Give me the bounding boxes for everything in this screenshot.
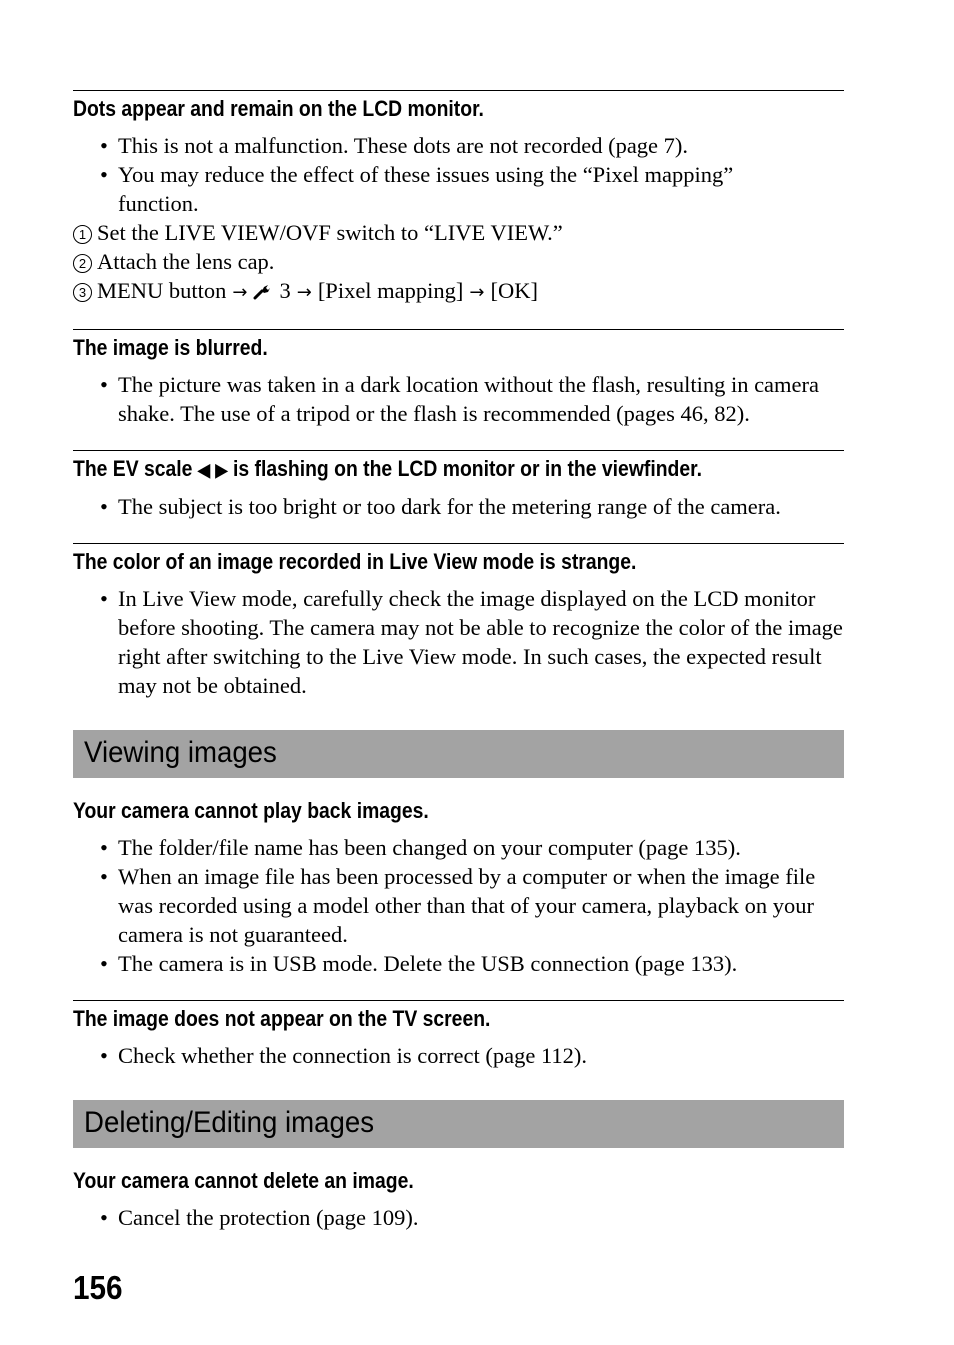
list-dots	[73, 131, 844, 307]
step-3	[73, 276, 844, 307]
step-2	[73, 247, 844, 276]
list-item: • This is not a malfunction. These dots are not recorded (page 7).	[73, 131, 844, 160]
arrow-right-icon: →	[296, 282, 312, 303]
list-item: • Cancel the protection (page 109).	[73, 1203, 844, 1232]
menu-button-text: MENU button	[97, 278, 227, 303]
section-band-viewing	[73, 730, 844, 778]
heading-playback: Your camera cannot play back images.	[73, 798, 429, 823]
list-item: • The folder/file name has been changed on your computer (page 135).	[73, 833, 844, 862]
step-text: Attach the lens cap.	[97, 249, 275, 274]
ok-item: [OK]	[490, 278, 538, 303]
section-divider	[73, 90, 844, 91]
heading-delete: Your camera cannot delete an image.	[73, 1168, 414, 1193]
heading-tv: The image does not appear on the TV screen.	[73, 1006, 491, 1031]
section-divider	[73, 1000, 844, 1001]
list-color	[73, 584, 844, 700]
step-number: 3	[73, 283, 92, 302]
list-item: • In Live View mode, carefully check the image displayed on the LCD monitor before shooting. The camera may not be able to recognize the color of the image right after switching to the Live View mode. In such cases, the expected result may not be obtained.	[73, 584, 844, 700]
page-number: 156	[73, 1269, 123, 1306]
list-tv	[73, 1041, 844, 1070]
heading-color: The color of an image recorded in Live View mode is strange.	[73, 549, 637, 574]
list-item: • You may reduce the effect of these issues using the “Pixel mapping” function.	[73, 160, 844, 218]
list-item: • Check whether the connection is correct (page 112).	[73, 1041, 844, 1070]
section-band-deleting	[73, 1100, 844, 1148]
section-title-deleting: Deleting/Editing images	[84, 1106, 375, 1139]
arrow-right-icon: →	[469, 282, 485, 303]
heading-ev-pre: The EV scale	[73, 456, 193, 481]
list-blurred	[73, 370, 844, 428]
list-ev	[73, 492, 844, 521]
setup-tab-number: 3	[279, 278, 291, 303]
heading-blurred: The image is blurred.	[73, 335, 268, 360]
section-title-viewing: Viewing images	[84, 736, 277, 769]
manual-page	[73, 90, 844, 1232]
list-playback	[73, 833, 844, 978]
section-divider	[73, 329, 844, 330]
triangle-left-icon: ◀	[197, 460, 211, 480]
step-text: Set the LIVE VIEW/OVF switch to “LIVE VIEW.”	[97, 220, 563, 245]
list-item: • When an image file has been processed by a computer or when the image file was recorded using a model other than that of your camera, playback on your camera is not guaranteed.	[73, 862, 844, 949]
heading-ev-post: is flashing on the LCD monitor or in the viewfinder.	[232, 456, 702, 481]
heading-ev	[73, 456, 751, 483]
pixel-mapping-item: [Pixel mapping]	[317, 278, 464, 303]
list-item: • The picture was taken in a dark location without the flash, resulting in camera shake. The use of a tripod or the flash is recommended (pages 46, 82).	[73, 370, 844, 428]
arrow-right-icon: →	[232, 282, 248, 303]
section-divider	[73, 450, 844, 451]
list-item: • The subject is too bright or too dark for the metering range of the camera.	[73, 492, 844, 521]
list-item: • The camera is in USB mode. Delete the USB connection (page 133).	[73, 949, 844, 978]
step-1	[73, 218, 844, 247]
wrench-icon	[253, 284, 271, 300]
triangle-right-icon: ▶	[215, 460, 228, 480]
heading-dots: Dots appear and remain on the LCD monitor.	[73, 96, 484, 121]
step-number: 1	[73, 225, 92, 244]
section-divider	[73, 543, 844, 544]
list-delete	[73, 1203, 844, 1232]
step-number: 2	[73, 254, 92, 273]
